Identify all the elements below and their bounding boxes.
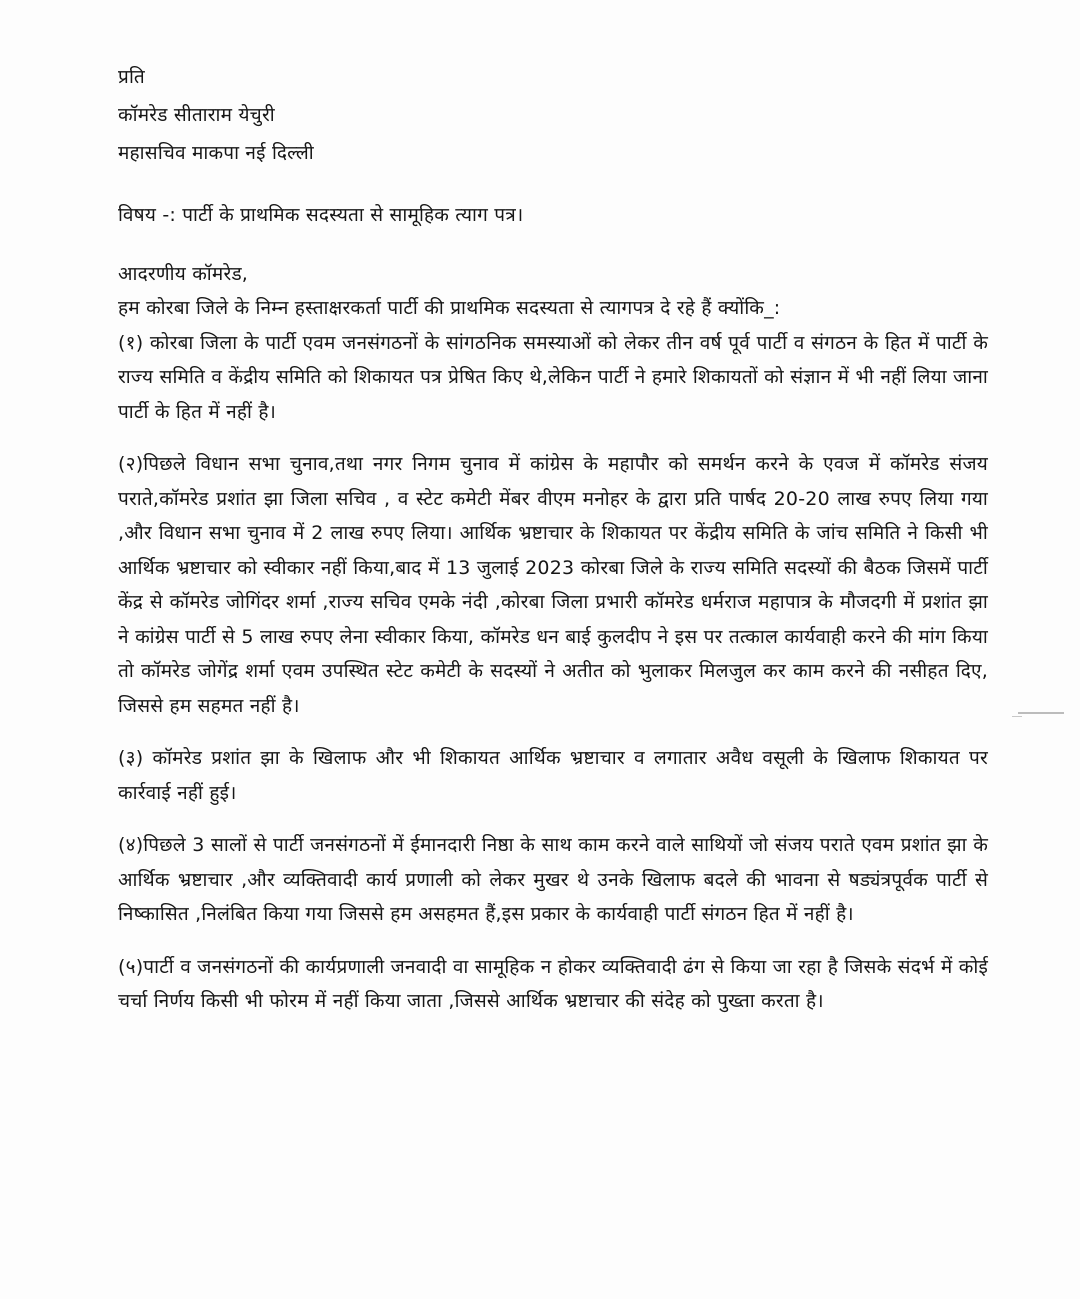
scan-artifact-mark — [1018, 712, 1064, 714]
letter-salutation: आदरणीय कॉमरेड, — [118, 262, 249, 285]
letter-body — [118, 58, 988, 1019]
point-4-paragraph: (४)पिछले 3 सालों से पार्टी जनसंगठनों में ईमानदारी निष्ठा के साथ काम करने वाले साथियों जो संजय पराते एवम प्रशांत झा के आर्थिक भ्रष्टाचार ,और व्यक्तिवादी कार्य प्रणाली को लेकर मुखर थे उनके खिलाफ बदले की भावना से षड्यंत्रपूर्वक पार्टी से निष्कासित ,निलंबित किया गया जिससे हम असहमत हैं,इस प्रकार के कार्यवाही पार्टी संगठन हित में नहीं है। — [118, 834, 988, 925]
intro-paragraph: हम कोरबा जिले के निम्न हस्ताक्षरकर्ता पार्टी की प्राथमिक सदस्यता से त्यागपत्र दे रहे हैं क्योंकि_: — [118, 297, 781, 319]
point-1-paragraph: (१) कोरबा जिला के पार्टी एवम जनसंगठनों के सांगठनिक समस्याओं को लेकर तीन वर्ष पूर्व पार्टी व संगठन के हित में पार्टी के राज्य समिति व केंद्रीय समिति को शिकायत पत्र प्रेषित किए थे,लेकिन पार्टी ने हमारे शिकायतों को संज्ञान में भी नहीं लिया जाना पार्टी के हित में नहीं है। — [118, 331, 988, 423]
point-5-paragraph: (५)पार्टी व जनसंगठनों की कार्यप्रणाली जनवादी वा सामूहिक न होकर व्यक्तिवादी ढंग से किया जा रहा है जिसके संदर्भ में कोई चर्चा निर्णय किसी भी फोरम में नहीं किया जाता ,जिससे आर्थिक भ्रष्टाचार की संदेह को पुख्ता करता है। — [118, 955, 988, 1012]
recipient-name: कॉमरेड सीताराम येचुरी — [118, 104, 275, 126]
point-3-paragraph: (३) कॉमरेड प्रशांत झा के खिलाफ और भी शिकायत आर्थिक भ्रष्टाचार व लगातार अवैध वसूली के खिलाफ शिकायत पर कार्रवाई नहीं हुई। — [118, 747, 988, 804]
recipient-to: प्रति — [118, 66, 145, 88]
letter-subject: विषय -: पार्टी के प्राथमिक सदस्यता से सामूहिक त्याग पत्र। — [118, 204, 524, 226]
scan-artifact-dot — [1012, 716, 1022, 717]
point-2-paragraph: (२)पिछले विधान सभा चुनाव,तथा नगर निगम चुनाव में कांग्रेस के महापौर को समर्थन करने के एवज में कॉमरेड संजय पराते,कॉमरेड प्रशांत झा जिला सचिव , व स्टेट कमेटी मेंबर वीएम मनोहर के द्वारा प्रति पार्षद 20-20 लाख रुपए लिया गया ,और विधान सभा चुनाव में 2 लाख रुपए लिया। आर्थिक भ्रष्टाचार के शिकायत पर केंद्रीय समिति के जांच समिति ने किसी भी आर्थिक भ्रष्टाचार को स्वीकार नहीं किया,बाद में 13 जुलाई 2023 कोरबा जिले के राज्य समिति सदस्यों की बैठक जिसमें पार्टी केंद्र से कॉमरेड जोगिंदर शर्मा ,राज्य सचिव एमके नंदी ,कोरबा जिला प्रभारी कॉमरेड धर्मराज महापात्र के मौजदगी में प्रशांत झा ने कांग्रेस पार्टी से 5 लाख रुपए लेना स्वीकार किया, कॉमरेड धन बाई कुलदीप ने इस पर तत्काल कार्यवाही करने की मांग किया तो कॉमरेड जोगेंद्र शर्मा एवम उपस्थित स्टेट कमेटी के सदस्यों ने अतीत को भुलाकर मिलजुल कर काम करने की नसीहत दिए, जिससे हम सहमत नहीं है। — [118, 453, 988, 717]
recipient-designation: महासचिव माकपा नई दिल्ली — [118, 142, 314, 164]
